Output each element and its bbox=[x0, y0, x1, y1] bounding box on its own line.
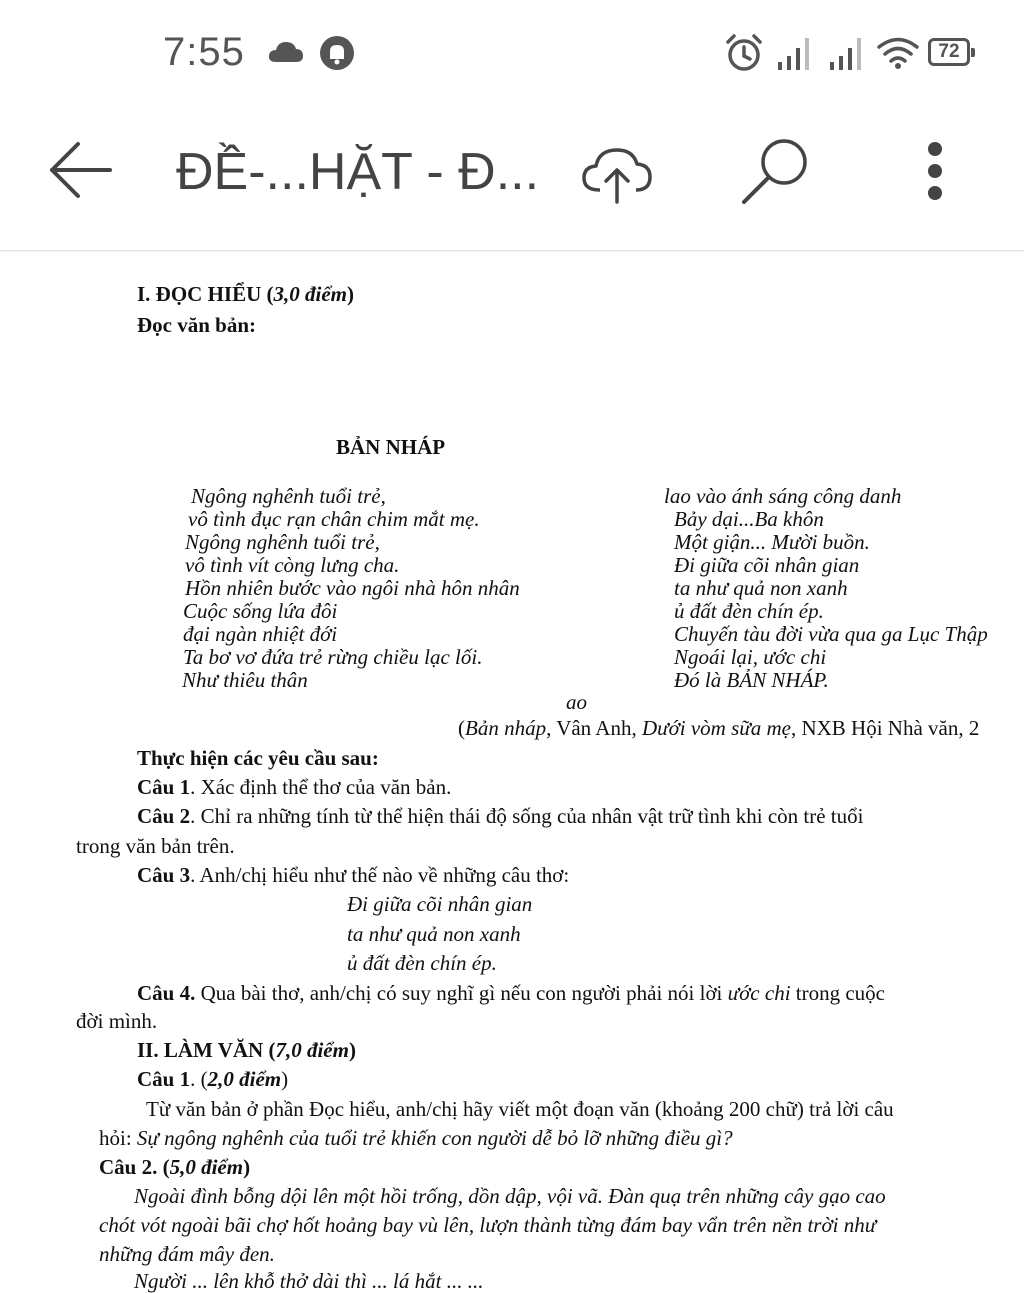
poem-line: Ngoái lại, ước chi bbox=[674, 645, 827, 669]
stray-text: ao bbox=[566, 690, 587, 714]
poem-line: vô tình đục rạn chân chim mắt mẹ. bbox=[188, 507, 480, 531]
poem-line: Hồn nhiên bước vào ngôi nhà hôn nhân bbox=[185, 576, 520, 600]
section1-heading: I. ĐỌC HIỂU (3,0 điểm) bbox=[137, 282, 355, 306]
writing-question-2-text: chót vót ngoài bãi chợ hốt hoảng bay vù lên, lượn thành từng đám bay vẩn trên nền trời như bbox=[99, 1213, 877, 1237]
back-arrow-icon[interactable] bbox=[46, 140, 114, 200]
quote-line: ủ đất đèn chín ép. bbox=[347, 951, 497, 975]
writing-question-1-text: Từ văn bản ở phần Đọc hiểu, anh/chị hãy viết một đoạn văn (khoảng 200 chữ) trả lời câu bbox=[146, 1097, 894, 1121]
poem-line: Đó là BẢN NHÁP. bbox=[674, 668, 829, 692]
battery-icon: 72 bbox=[928, 38, 970, 66]
poem-line: lao vào ánh sáng công danh bbox=[664, 484, 902, 508]
question-4: Câu 4. Qua bài thơ, anh/chị có suy nghĩ gì nếu con người phải nói lời ước chi trong cuộc bbox=[137, 981, 886, 1005]
search-icon[interactable] bbox=[740, 138, 812, 206]
writing-question-2-text: những đám mây đen. bbox=[99, 1242, 275, 1266]
section2-heading: II. LÀM VĂN (7,0 điểm) bbox=[137, 1038, 356, 1062]
poem-right-column bbox=[664, 484, 988, 692]
alarm-icon bbox=[724, 33, 764, 73]
document-page[interactable] bbox=[0, 252, 1024, 1293]
poem-line: Ta bơ vơ đứa trẻ rừng chiều lạc lối. bbox=[183, 645, 483, 669]
status-time: 7:55 bbox=[163, 30, 245, 74]
writing-question-1: Câu 1. (2,0 điểm) bbox=[137, 1067, 289, 1091]
read-label: Đọc văn bản: bbox=[137, 313, 257, 337]
more-options-icon[interactable] bbox=[922, 140, 948, 202]
question-3: Câu 3. Anh/chị hiểu như thế nào về những câu thơ: bbox=[137, 863, 570, 887]
writing-question-1-line2: hỏi: Sự ngông nghênh của tuổi trẻ khiến con người dễ bỏ lỡ những điều gì? bbox=[99, 1126, 733, 1150]
poem-line: Bảy dại...Ba khôn bbox=[674, 507, 824, 531]
writing-question-2-text: Ngoài đình bỗng dội lên một hồi trống, dồn dập, vội vã. Đàn quạ trên những cây gạo cao bbox=[134, 1184, 886, 1208]
writing-question-2: Câu 2. (5,0 điểm) bbox=[99, 1155, 251, 1179]
poem-line: Cuộc sống lứa đôi bbox=[183, 599, 338, 623]
cloud-icon bbox=[268, 40, 304, 64]
poem-line: Ngông nghênh tuổi trẻ, bbox=[191, 484, 386, 508]
notification-icon bbox=[318, 34, 356, 72]
signal-icon bbox=[776, 36, 814, 70]
poem-title: BẢN NHÁP bbox=[336, 435, 446, 459]
question-4-line2: đời mình. bbox=[76, 1009, 158, 1033]
poem-line: Ngông nghênh tuổi trẻ, bbox=[185, 530, 380, 554]
wifi-icon bbox=[876, 36, 920, 70]
document-title: ĐỀ-...HẶT - Đ... bbox=[176, 143, 540, 201]
poem-source: (Bản nháp, Vân Anh, Dưới vòm sữa mẹ, NXB Hội Nhà văn, 2 bbox=[458, 716, 980, 740]
poem-line: ta như quả non xanh bbox=[674, 576, 848, 600]
status-bar bbox=[0, 0, 1024, 100]
poem-line: Chuyến tàu đời vừa qua ga Lục Thập bbox=[674, 622, 988, 646]
poem-line: ủ đất đèn chín ép. bbox=[674, 599, 824, 623]
poem-left-column bbox=[182, 484, 520, 692]
poem-line: Một giận... Mười buồn. bbox=[674, 530, 870, 554]
question-2-line2: trong văn bản trên. bbox=[76, 834, 235, 858]
poem-line: Đi giữa cõi nhân gian bbox=[674, 553, 860, 577]
writing-question-2-partial: Người ... lên khỗ thở dài thì ... lá hắt ... ... bbox=[134, 1269, 484, 1293]
tasks-heading: Thực hiện các yêu cầu sau: bbox=[137, 746, 379, 770]
question-2: Câu 2. Chỉ ra những tính từ thể hiện thái độ sống của nhân vật trữ tình khi còn trẻ tuổi bbox=[137, 804, 864, 828]
poem-line: vô tình vít còng lưng cha. bbox=[185, 553, 400, 577]
signal-icon bbox=[828, 36, 866, 70]
poem-line: đại ngàn nhiệt đới bbox=[183, 622, 338, 646]
quote-line: Đi giữa cõi nhân gian bbox=[347, 892, 533, 916]
poem-line: Như thiêu thân bbox=[182, 668, 308, 692]
question-1: Câu 1. Xác định thể thơ của văn bản. bbox=[137, 775, 452, 799]
cloud-upload-icon[interactable] bbox=[580, 144, 654, 204]
app-toolbar bbox=[0, 100, 1024, 251]
quote-line: ta như quả non xanh bbox=[347, 922, 521, 946]
